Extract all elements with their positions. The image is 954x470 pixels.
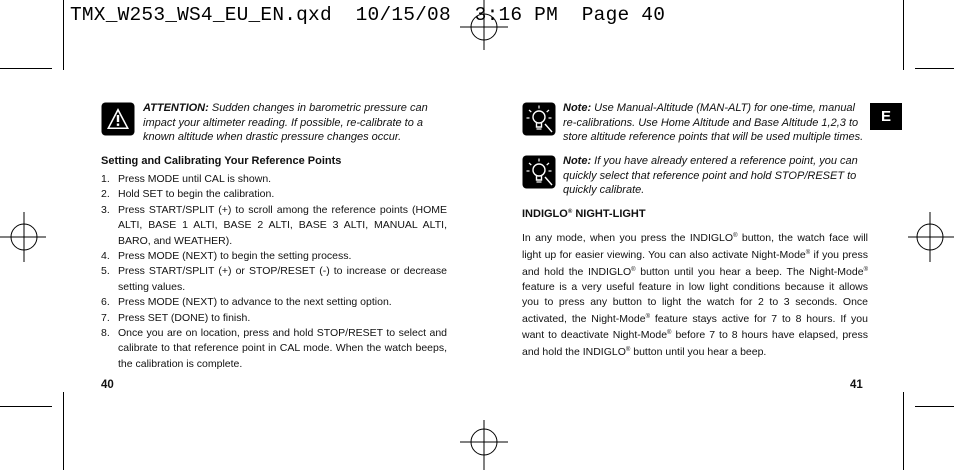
list-item: 3. Press START/SPLIT (+) to scroll among the reference points (HOME ALTI, BASE 1 ALTI, BASE 2 ALTI, BASE 3 ALTI, MANUAL ALTI, BARO, and WEATHER).	[101, 203, 447, 247]
note-label: Note:	[563, 102, 592, 114]
crop-mark	[0, 406, 52, 407]
crop-mark	[915, 406, 954, 407]
indiglo-paragraph: In any mode, when you press the INDIGLO® button, the watch face will light up for easier viewing. You can also activate Night-Mode® if you press and hold the INDIGLO® button until you hear a beep. The Night-Mode® feature is a very useful feature in low light conditions because it allows you to press any button to light the watch for 2 to 3 seconds. Once activated, the Night-Mode® feature stays active for 7 to 8 hours. If you want to deactivate Night-Mode® before 7 to 8 hours have elapsed, press and hold the INDIGLO® button until you hear a beep.	[522, 232, 868, 359]
lightbulb-note-icon	[522, 102, 556, 136]
attention-label: ATTENTION:	[143, 102, 209, 114]
list-item: 6. Press MODE (NEXT) to advance to the next setting option.	[101, 296, 392, 309]
page-number-left: 40	[101, 379, 114, 391]
warning-triangle-icon	[101, 102, 135, 136]
note-text: Use Manual-Altitude (MAN-ALT) for one-time, manual re-calibrations. Use Home Altitude and Base Altitude 1,2,3 to store altitude reference points that will be used multiple times.	[563, 102, 864, 143]
indiglo-section-title: INDIGLO® NIGHT-LIGHT	[522, 208, 646, 220]
crop-mark	[0, 68, 52, 69]
attention-callout	[143, 101, 433, 145]
list-item: 2. Hold SET to begin the calibration.	[101, 188, 275, 201]
note-callout-2	[563, 154, 858, 198]
attention-text: Sudden changes in barometric pressure can impact your altimeter reading. If possible, re-calibrate to a known altitude when drastic pressure changes occur.	[143, 102, 428, 143]
crop-mark	[903, 392, 904, 470]
steps-list	[101, 172, 447, 372]
file-slug: TMX_W253_WS4_EU_EN.qxd 10/15/08 3:16 PM Page 40	[70, 4, 666, 26]
list-item: 7. Press SET (DONE) to finish.	[101, 311, 251, 324]
note-label: Note:	[563, 155, 592, 167]
lightbulb-note-icon	[522, 155, 556, 189]
section-title: Setting and Calibrating Your Reference Points	[101, 155, 342, 167]
note-callout-1	[563, 101, 868, 145]
registration-mark-left	[0, 212, 46, 262]
list-item: 8. Once you are on location, press and hold STOP/RESET to select and calibrate to that reference point in CAL mode. When the watch beeps, the calibration is complete.	[101, 327, 447, 370]
list-item: 1. Press MODE until CAL is shown.	[101, 173, 272, 185]
crop-mark	[903, 0, 904, 70]
crop-mark	[63, 0, 64, 70]
list-item: 5. Press START/SPLIT (+) or STOP/RESET (-) to increase or decrease setting values.	[101, 265, 447, 293]
note-text: If you have already entered a reference point, you can quickly select that reference point and hold STOP/RESET to quickly calibrate.	[563, 155, 858, 196]
registration-mark-top	[460, 0, 508, 52]
page-number-right: 41	[850, 379, 863, 391]
registration-mark-bottom	[460, 420, 508, 470]
list-item: 4. Press MODE (NEXT) to begin the setting process.	[101, 250, 352, 263]
crop-mark	[63, 392, 64, 470]
registration-mark-right	[908, 212, 954, 262]
crop-mark	[915, 68, 954, 69]
language-tab: E	[870, 103, 902, 130]
